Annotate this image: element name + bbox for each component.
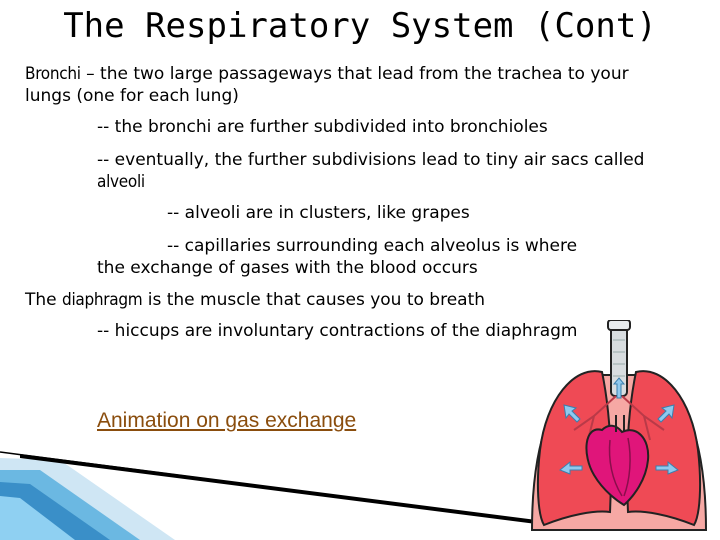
bronchi-definition-line1 [25, 64, 629, 85]
diaphragm-prefix: The [25, 290, 63, 310]
bronchi-definition-text: – the two large passageways that lead from the trachea to your [80, 64, 629, 84]
capillaries-note-line1: -- capillaries surrounding each alveolus is where [167, 236, 578, 256]
alveoli-note-line1: -- eventually, the further subdivisions lead to tiny air sacs called [97, 150, 645, 170]
diaphragm-term: diaphragm [62, 290, 143, 310]
alveoli-note-line2 [97, 172, 145, 193]
animation-link[interactable]: Animation on gas exchange [97, 409, 357, 432]
capillaries-note-line2: the exchange of gases with the blood occurs [97, 258, 478, 278]
diaphragm-definition [25, 290, 485, 311]
bronchi-definition-line2: lungs (one for each lung) [25, 86, 239, 106]
clusters-note: -- alveoli are in clusters, like grapes [167, 203, 470, 223]
bronchioles-note: -- the bronchi are further subdivided into bronchioles [97, 117, 548, 137]
bronchi-term: Bronchi [25, 64, 81, 84]
alveoli-term: alveoli [97, 172, 145, 192]
diaphragm-definition-text: is the muscle that causes you to breath [142, 290, 486, 310]
page-title: The Respiratory System (Cont) [63, 6, 657, 46]
lungs-illustration [524, 320, 714, 540]
hiccups-note: -- hiccups are involuntary contractions of the diaphragm [97, 321, 578, 341]
